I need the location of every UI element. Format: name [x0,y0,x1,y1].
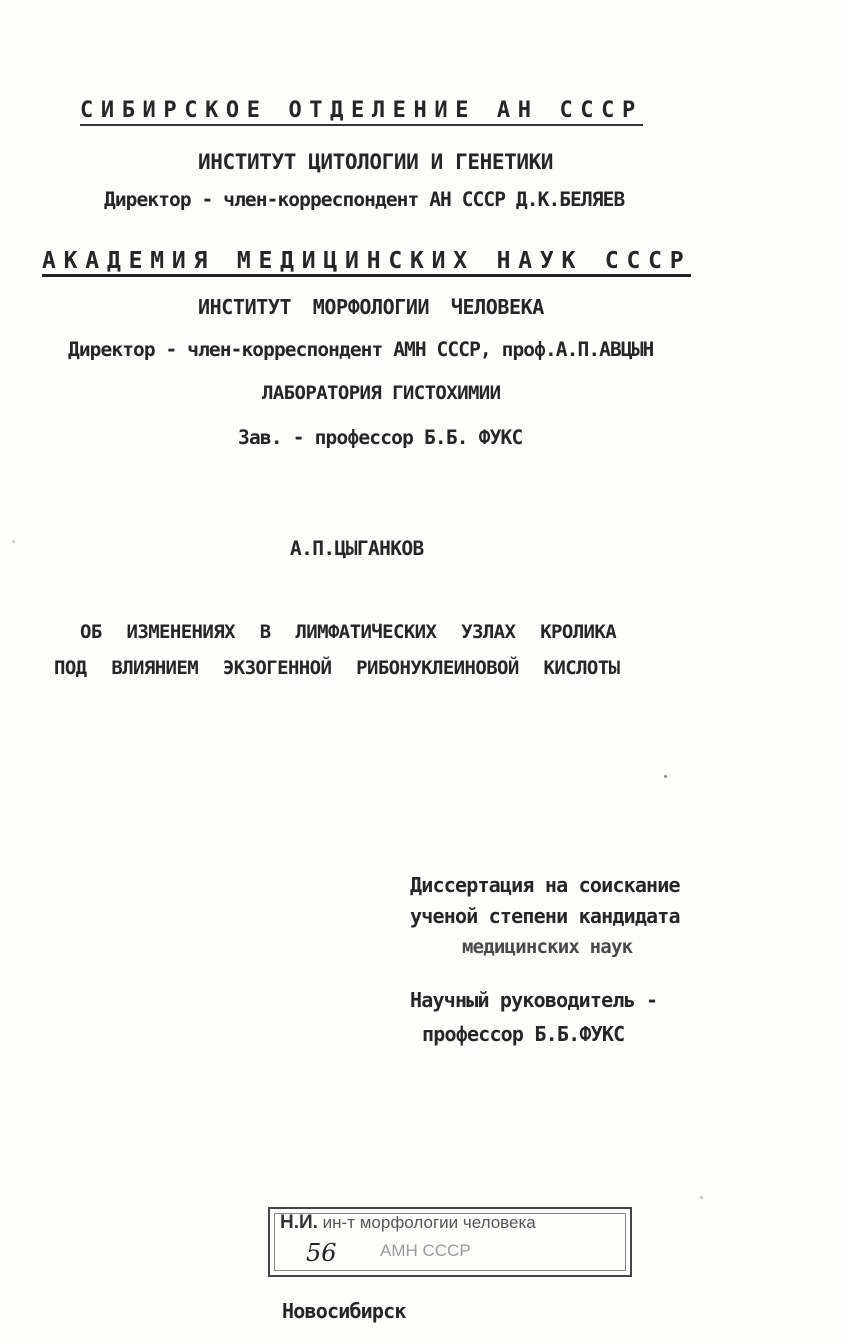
stamp-handwritten-number: 56 [306,1239,337,1267]
institute-cytology-genetics: ИНСТИТУТ ЦИТОЛОГИИ И ГЕНЕТИКИ [198,150,554,174]
org-academy-medical-sciences: АКАДЕМИЯ МЕДИЦИНСКИХ НАУК СССР [42,248,691,277]
director-belyaev: Директор - член-корреспондент АН СССР Д.К.БЕЛЯЕВ [104,188,625,211]
author-name: А.П.ЦЫГАНКОВ [290,537,424,560]
lab-head: Зав. - профессор Б.Б. ФУКС [238,426,523,449]
stamp-prefix: Н.И. [280,1212,318,1233]
advisor-label: Научный руководитель - [410,988,658,1012]
thesis-line-1: Диссертация на соискание [410,873,680,897]
thesis-line-2: ученой степени кандидата [410,904,680,928]
org-siberian-branch: СИБИРСКОЕ ОТДЕЛЕНИЕ АН СССР [80,98,643,126]
director-avtsyn: Директор - член-корреспондент АМН СССР, проф.А.П.АВЦЫН [68,338,654,361]
title-line-1: ОБ ИЗМЕНЕНИЯХ В ЛИМФАТИЧЕСКИХ УЗЛАХ КРОЛИКА [80,621,617,643]
title-line-2: ПОД ВЛИЯНИЕМ ЭКЗОГЕННОЙ РИБОНУКЛЕИНОВОЙ КИСЛОТЫ [54,657,620,679]
thesis-line-3: медицинских наук [462,936,633,958]
laboratory-histochemistry: ЛАБОРАТОРИЯ ГИСТОХИМИИ [262,382,501,404]
stamp-institute-text: ин-т морфологии человека [322,1213,536,1232]
stamp-institute-line [280,1212,536,1234]
institute-human-morphology: ИНСТИТУТ МОРФОЛОГИИ ЧЕЛОВЕКА [198,295,544,319]
paper-speck [664,775,667,778]
advisor-name: профессор Б.Б.ФУКС [422,1022,625,1046]
paper-speck [12,540,15,543]
library-stamp [268,1207,632,1277]
city: Новосибирск [282,1299,406,1323]
stamp-academy-line: АМН СССР [380,1241,471,1260]
paper-speck [700,1196,703,1199]
